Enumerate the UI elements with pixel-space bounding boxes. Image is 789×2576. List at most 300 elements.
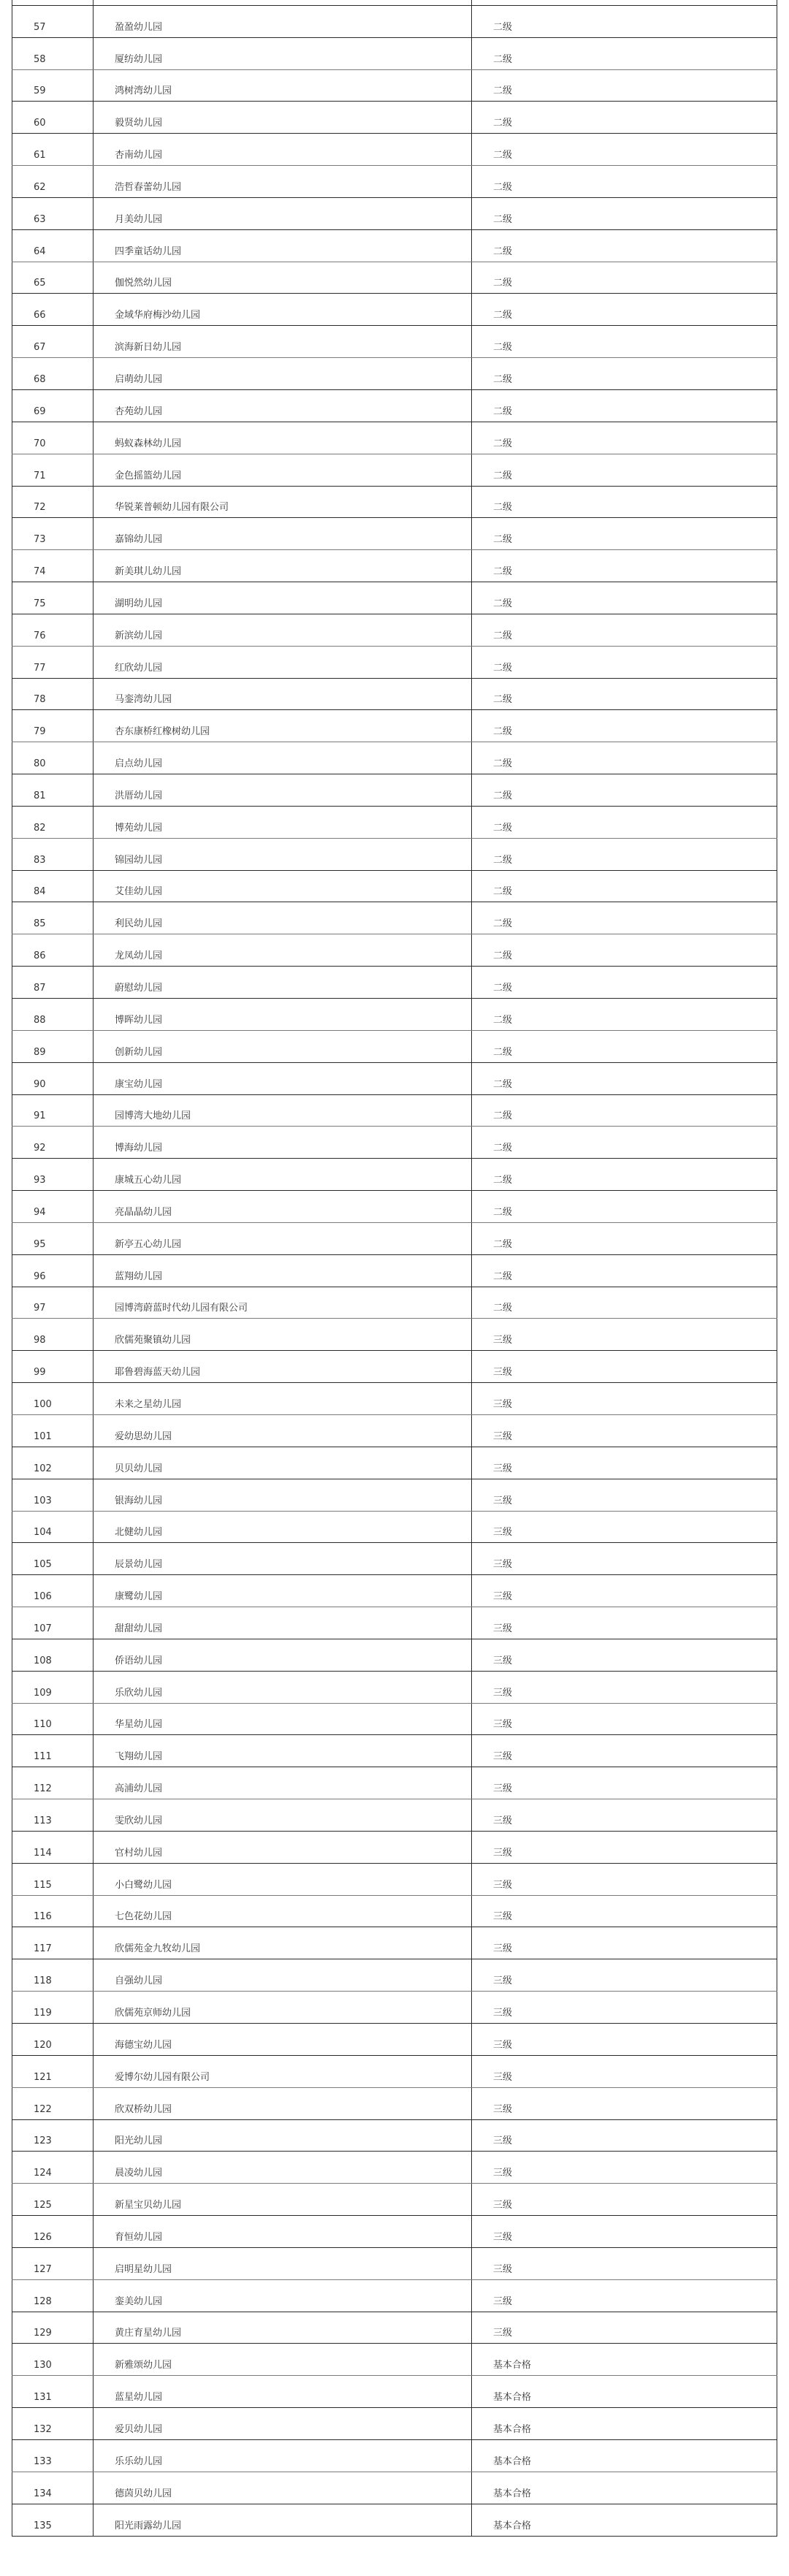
kindergarten-name: 育恒幼儿园 <box>115 2231 163 2243</box>
table-row <box>12 2344 777 2376</box>
cell-number <box>12 229 94 262</box>
table-row <box>12 2312 777 2344</box>
cell-number <box>12 1094 94 1127</box>
grade-level: 三级 <box>493 1335 513 1346</box>
row-number: 86 <box>34 950 46 962</box>
cell-grade <box>472 1767 777 1799</box>
table-row <box>12 102 777 134</box>
row-number: 72 <box>34 502 46 514</box>
kindergarten-name: 利民幼儿园 <box>115 918 163 930</box>
cell-grade <box>472 870 777 902</box>
cell-number <box>12 389 94 422</box>
cell-grade <box>472 69 777 102</box>
kindergarten-name: 爱博尔幼儿园有限公司 <box>115 2071 210 2083</box>
row-number: 84 <box>34 886 46 898</box>
cell-number <box>12 1575 94 1607</box>
row-number: 106 <box>34 1591 52 1603</box>
table-row <box>12 902 777 934</box>
table-row <box>12 1863 777 1895</box>
cell-name <box>94 389 472 422</box>
table-row <box>12 1799 777 1832</box>
cell-grade <box>472 2247 777 2279</box>
cell-grade <box>472 1383 777 1415</box>
kindergarten-name: 欣双桥幼儿园 <box>115 2103 172 2115</box>
cell-name <box>94 197 472 229</box>
kindergarten-name: 洪厝幼儿园 <box>115 790 163 801</box>
table-row <box>12 1927 777 1959</box>
cell-grade <box>472 37 777 69</box>
cell-name <box>94 614 472 646</box>
cell-number <box>12 742 94 774</box>
kindergarten-name: 乐欣幼儿园 <box>115 1687 163 1699</box>
cell-grade <box>472 0 777 5</box>
kindergarten-name: 蚂蚁森林幼儿园 <box>115 438 182 449</box>
cell-grade <box>472 2119 777 2152</box>
kindergarten-name: 德茵贝幼儿园 <box>115 2488 172 2499</box>
grade-level: 三级 <box>493 2039 513 2051</box>
cell-grade <box>472 1351 777 1383</box>
cell-name <box>94 1735 472 1767</box>
grade-level: 三级 <box>493 2231 513 2243</box>
grade-level: 基本合格 <box>493 2520 532 2531</box>
cell-grade <box>472 262 777 294</box>
cell-grade <box>472 2439 777 2472</box>
grade-level: 二级 <box>493 790 513 801</box>
cell-name <box>94 2216 472 2248</box>
row-number: 111 <box>34 1751 52 1763</box>
row-number: 65 <box>34 278 46 289</box>
grade-level: 三级 <box>493 2008 513 2019</box>
cell-number <box>12 646 94 678</box>
cell-name <box>94 2279 472 2312</box>
cell-grade <box>472 806 777 838</box>
cell-number <box>12 1543 94 1575</box>
grade-level: 二级 <box>493 1175 513 1186</box>
cell-name <box>94 1287 472 1319</box>
row-number: 85 <box>34 918 46 930</box>
cell-number <box>12 1351 94 1383</box>
row-number: 63 <box>34 213 46 225</box>
cell-number <box>12 2344 94 2376</box>
cell-number <box>12 1191 94 1223</box>
row-number: 133 <box>34 2455 52 2467</box>
table-row <box>12 1062 777 1094</box>
table-row <box>12 1030 777 1062</box>
row-number: 130 <box>34 2360 52 2371</box>
table-row <box>12 1191 777 1223</box>
cell-grade <box>472 1959 777 1992</box>
cell-name <box>94 2087 472 2119</box>
cell-name <box>94 1767 472 1799</box>
cell-name <box>94 2247 472 2279</box>
kindergarten-grade-table <box>12 0 777 2537</box>
kindergarten-name: 园博湾蔚蓝时代幼儿园有限公司 <box>115 1303 248 1314</box>
row-number: 125 <box>34 2200 52 2211</box>
table-row <box>12 2439 777 2472</box>
kindergarten-name: 雯欣幼儿园 <box>115 1815 163 1826</box>
cell-name <box>94 422 472 454</box>
kindergarten-name: 盈盈幼儿园 <box>115 21 163 33</box>
row-number: 122 <box>34 2103 52 2115</box>
cell-number <box>12 902 94 934</box>
table-row <box>12 1254 777 1287</box>
grade-level: 基本合格 <box>493 2488 532 2499</box>
cell-number <box>12 262 94 294</box>
cell-name <box>94 934 472 967</box>
cell-number <box>12 1671 94 1703</box>
cell-grade <box>472 1639 777 1671</box>
grade-level: 二级 <box>493 213 513 225</box>
table-row <box>12 1447 777 1479</box>
table-row <box>12 1895 777 1927</box>
cell-grade <box>472 1127 777 1159</box>
cell-name <box>94 1703 472 1735</box>
cell-name <box>94 2055 472 2087</box>
cell-number <box>12 2119 94 2152</box>
cell-grade <box>472 197 777 229</box>
table-row <box>12 1287 777 1319</box>
row-number: 66 <box>34 310 46 321</box>
table-row <box>12 37 777 69</box>
cell-number <box>12 678 94 710</box>
table-row <box>12 1703 777 1735</box>
table-row <box>12 1575 777 1607</box>
cell-number <box>12 2184 94 2216</box>
kindergarten-name: 康城五心幼儿园 <box>115 1175 182 1186</box>
cell-grade <box>472 1992 777 2024</box>
cell-name <box>94 1254 472 1287</box>
cell-grade <box>472 389 777 422</box>
cell-name <box>94 838 472 870</box>
kindergarten-name: 爱贝幼儿园 <box>115 2423 163 2435</box>
cell-number <box>12 2216 94 2248</box>
cell-grade <box>472 1671 777 1703</box>
cell-grade <box>472 486 777 518</box>
grade-level: 二级 <box>493 470 513 481</box>
cell-number <box>12 1127 94 1159</box>
cell-number <box>12 2312 94 2344</box>
cell-grade <box>472 2472 777 2504</box>
cell-name <box>94 102 472 134</box>
cell-number <box>12 294 94 326</box>
grade-level: 基本合格 <box>493 2392 532 2404</box>
cell-grade <box>472 1319 777 1351</box>
cell-number <box>12 1992 94 2024</box>
cell-grade <box>472 1575 777 1607</box>
table-row <box>12 134 777 166</box>
cell-name <box>94 1575 472 1607</box>
kindergarten-name: 浩哲春蕾幼儿园 <box>115 181 182 193</box>
cell-grade <box>472 1094 777 1127</box>
table-row <box>12 454 777 486</box>
cell-name <box>94 1671 472 1703</box>
table-row <box>12 1735 777 1767</box>
cell-name <box>94 967 472 999</box>
cell-name <box>94 69 472 102</box>
cell-grade <box>472 5 777 37</box>
kindergarten-name: 杏南幼儿园 <box>115 150 163 161</box>
cell-number <box>12 2439 94 2472</box>
grade-level: 二级 <box>493 1238 513 1250</box>
table-row <box>12 1319 777 1351</box>
table-row <box>12 2408 777 2440</box>
grade-level: 二级 <box>493 53 513 65</box>
cell-number <box>12 37 94 69</box>
row-number: 121 <box>34 2071 52 2083</box>
table-row <box>12 486 777 518</box>
kindergarten-name: 创新幼儿园 <box>115 1046 163 1058</box>
cell-grade <box>472 550 777 582</box>
grade-level: 基本合格 <box>493 2360 532 2371</box>
kindergarten-name: 湖明幼儿园 <box>115 598 163 609</box>
grade-level: 二级 <box>493 150 513 161</box>
cell-grade <box>472 967 777 999</box>
cell-number <box>12 1287 94 1319</box>
grade-level: 三级 <box>493 1911 513 1923</box>
cell-name <box>94 999 472 1031</box>
grade-level: 三级 <box>493 1591 513 1603</box>
grade-level: 二级 <box>493 1078 513 1090</box>
cell-name <box>94 1863 472 1895</box>
kindergarten-name: 飞翔幼儿园 <box>115 1751 163 1763</box>
table-row <box>12 294 777 326</box>
grade-level: 三级 <box>493 1623 513 1634</box>
row-number: 90 <box>34 1078 46 1090</box>
table-row <box>12 1992 777 2024</box>
grade-level: 三级 <box>493 1559 513 1571</box>
table-row <box>12 1543 777 1575</box>
row-number: 117 <box>34 1943 52 1955</box>
row-number: 134 <box>34 2488 52 2499</box>
cell-number <box>12 1767 94 1799</box>
table-row <box>12 742 777 774</box>
kindergarten-name: 海德宝幼儿园 <box>115 2039 172 2051</box>
kindergarten-name: 自强幼儿园 <box>115 1975 163 1987</box>
cell-number <box>12 1735 94 1767</box>
row-number: 103 <box>34 1495 52 1506</box>
table-row <box>12 229 777 262</box>
kindergarten-name: 四季童话幼儿园 <box>115 245 182 257</box>
grade-level: 三级 <box>493 1430 513 1442</box>
kindergarten-name: 博海幼儿园 <box>115 1143 163 1154</box>
row-number: 87 <box>34 983 46 994</box>
cell-name <box>94 518 472 550</box>
grade-level: 二级 <box>493 598 513 609</box>
grade-level: 二级 <box>493 950 513 962</box>
cell-grade <box>472 1895 777 1927</box>
cell-grade <box>472 999 777 1031</box>
cell-name <box>94 37 472 69</box>
table-row <box>12 2024 777 2056</box>
row-number: 119 <box>34 2008 52 2019</box>
cell-number <box>12 1831 94 1863</box>
table-row <box>12 518 777 550</box>
table-row <box>12 646 777 678</box>
cell-number <box>12 774 94 807</box>
grade-level: 二级 <box>493 1303 513 1314</box>
cell-grade <box>472 2312 777 2344</box>
cell-number <box>12 358 94 390</box>
cell-name <box>94 1191 472 1223</box>
row-number: 60 <box>34 118 46 129</box>
row-number: 113 <box>34 1815 52 1826</box>
cell-grade <box>472 2408 777 2440</box>
table-row <box>12 774 777 807</box>
cell-name <box>94 454 472 486</box>
cell-name <box>94 1414 472 1447</box>
kindergarten-name: 侨语幼儿园 <box>115 1655 163 1666</box>
cell-grade <box>472 934 777 967</box>
cell-grade <box>472 838 777 870</box>
grade-level: 二级 <box>493 694 513 706</box>
grade-level: 三级 <box>493 1815 513 1826</box>
row-number: 120 <box>34 2039 52 2051</box>
cell-number <box>12 1254 94 1287</box>
kindergarten-name: 欣儒苑聚镇幼儿园 <box>115 1335 191 1346</box>
row-number: 123 <box>34 2135 52 2147</box>
kindergarten-name: 博苑幼儿园 <box>115 822 163 834</box>
cell-number <box>12 326 94 358</box>
cell-name <box>94 1479 472 1511</box>
cell-number <box>12 5 94 37</box>
table-row <box>12 934 777 967</box>
cell-number <box>12 1479 94 1511</box>
cell-number <box>12 1511 94 1543</box>
grade-level: 二级 <box>493 726 513 738</box>
cell-number <box>12 838 94 870</box>
table-row <box>12 999 777 1031</box>
cell-grade <box>472 229 777 262</box>
kindergarten-name: 新雅颂幼儿园 <box>115 2360 172 2371</box>
kindergarten-name: 蓝星幼儿园 <box>115 2392 163 2404</box>
table-row <box>12 358 777 390</box>
cell-grade <box>472 1191 777 1223</box>
cell-grade <box>472 2504 777 2536</box>
table-row <box>12 614 777 646</box>
kindergarten-name: 华锐莱普顿幼儿园有限公司 <box>115 502 229 514</box>
cell-number <box>12 999 94 1031</box>
cell-grade <box>472 326 777 358</box>
kindergarten-name: 银海幼儿园 <box>115 1495 163 1506</box>
cell-number <box>12 1927 94 1959</box>
table-row <box>12 2376 777 2408</box>
cell-name <box>94 1799 472 1832</box>
row-number: 115 <box>34 1879 52 1891</box>
cell-name <box>94 742 472 774</box>
kindergarten-grade-table-container <box>12 0 776 2537</box>
cell-name <box>94 1094 472 1127</box>
cell-grade <box>472 2055 777 2087</box>
cell-number <box>12 1222 94 1254</box>
row-number: 74 <box>34 566 46 578</box>
kindergarten-name: 北健幼儿园 <box>115 1527 163 1539</box>
kindergarten-name: 金色摇篮幼儿园 <box>115 470 182 481</box>
cell-grade <box>472 902 777 934</box>
kindergarten-name: 黄庄育星幼儿园 <box>115 2328 182 2339</box>
grade-level: 三级 <box>493 1398 513 1410</box>
row-number: 92 <box>34 1143 46 1154</box>
table-row <box>12 1639 777 1671</box>
table-row <box>12 1511 777 1543</box>
cell-number <box>12 1959 94 1992</box>
row-number: 59 <box>34 85 46 97</box>
grade-level: 三级 <box>493 1879 513 1891</box>
kindergarten-name: 欣儒苑金九牧幼儿园 <box>115 1943 201 1955</box>
cell-number <box>12 69 94 102</box>
table-row <box>12 1671 777 1703</box>
table-row <box>12 5 777 37</box>
kindergarten-name: 阳光雨露幼儿园 <box>115 2520 182 2531</box>
cell-grade <box>472 2087 777 2119</box>
cell-grade <box>472 582 777 614</box>
grade-level: 三级 <box>493 2071 513 2083</box>
cell-name <box>94 678 472 710</box>
cell-name <box>94 1319 472 1351</box>
cell-number <box>12 806 94 838</box>
grade-level: 二级 <box>493 181 513 193</box>
cell-name <box>94 1927 472 1959</box>
grade-level: 三级 <box>493 1463 513 1474</box>
row-number: 91 <box>34 1110 46 1122</box>
row-number: 70 <box>34 438 46 449</box>
grade-level: 三级 <box>493 1495 513 1506</box>
table-row <box>12 2087 777 2119</box>
cell-number <box>12 1639 94 1671</box>
cell-number <box>12 1447 94 1479</box>
grade-level: 二级 <box>493 1110 513 1122</box>
kindergarten-name: 鸿树湾幼儿园 <box>115 85 172 97</box>
kindergarten-name: 贝贝幼儿园 <box>115 1463 163 1474</box>
cell-number <box>12 1799 94 1832</box>
cell-number <box>12 1159 94 1191</box>
cell-name <box>94 2184 472 2216</box>
row-number: 101 <box>34 1430 52 1442</box>
cell-number <box>12 870 94 902</box>
grade-level: 三级 <box>493 2295 513 2307</box>
cell-name <box>94 1511 472 1543</box>
grade-level: 二级 <box>493 1014 513 1026</box>
cell-number <box>12 934 94 967</box>
kindergarten-name: 新美琪儿幼儿园 <box>115 566 182 578</box>
table-row <box>12 2152 777 2184</box>
table-row <box>12 1479 777 1511</box>
table-row <box>12 678 777 710</box>
cell-name <box>94 1159 472 1191</box>
cell-grade <box>472 1799 777 1832</box>
kindergarten-name: 未来之星幼儿园 <box>115 1398 182 1410</box>
row-number: 109 <box>34 1687 52 1699</box>
grade-level: 三级 <box>493 1719 513 1731</box>
kindergarten-name: 伽悦然幼儿园 <box>115 278 172 289</box>
grade-level: 二级 <box>493 405 513 417</box>
cell-number <box>12 2247 94 2279</box>
table-row <box>12 1414 777 1447</box>
cell-name <box>94 294 472 326</box>
grade-level: 二级 <box>493 278 513 289</box>
table-row <box>12 2279 777 2312</box>
row-number: 102 <box>34 1463 52 1474</box>
grade-level: 二级 <box>493 245 513 257</box>
cell-number <box>12 197 94 229</box>
cell-number <box>12 550 94 582</box>
kindergarten-name: 启明星幼儿园 <box>115 2263 172 2275</box>
kindergarten-name: 马銮湾幼儿园 <box>115 694 172 706</box>
cell-grade <box>472 454 777 486</box>
row-number: 64 <box>34 245 46 257</box>
cell-name <box>94 326 472 358</box>
cell-name <box>94 1127 472 1159</box>
kindergarten-name: 艾佳幼儿园 <box>115 886 163 898</box>
